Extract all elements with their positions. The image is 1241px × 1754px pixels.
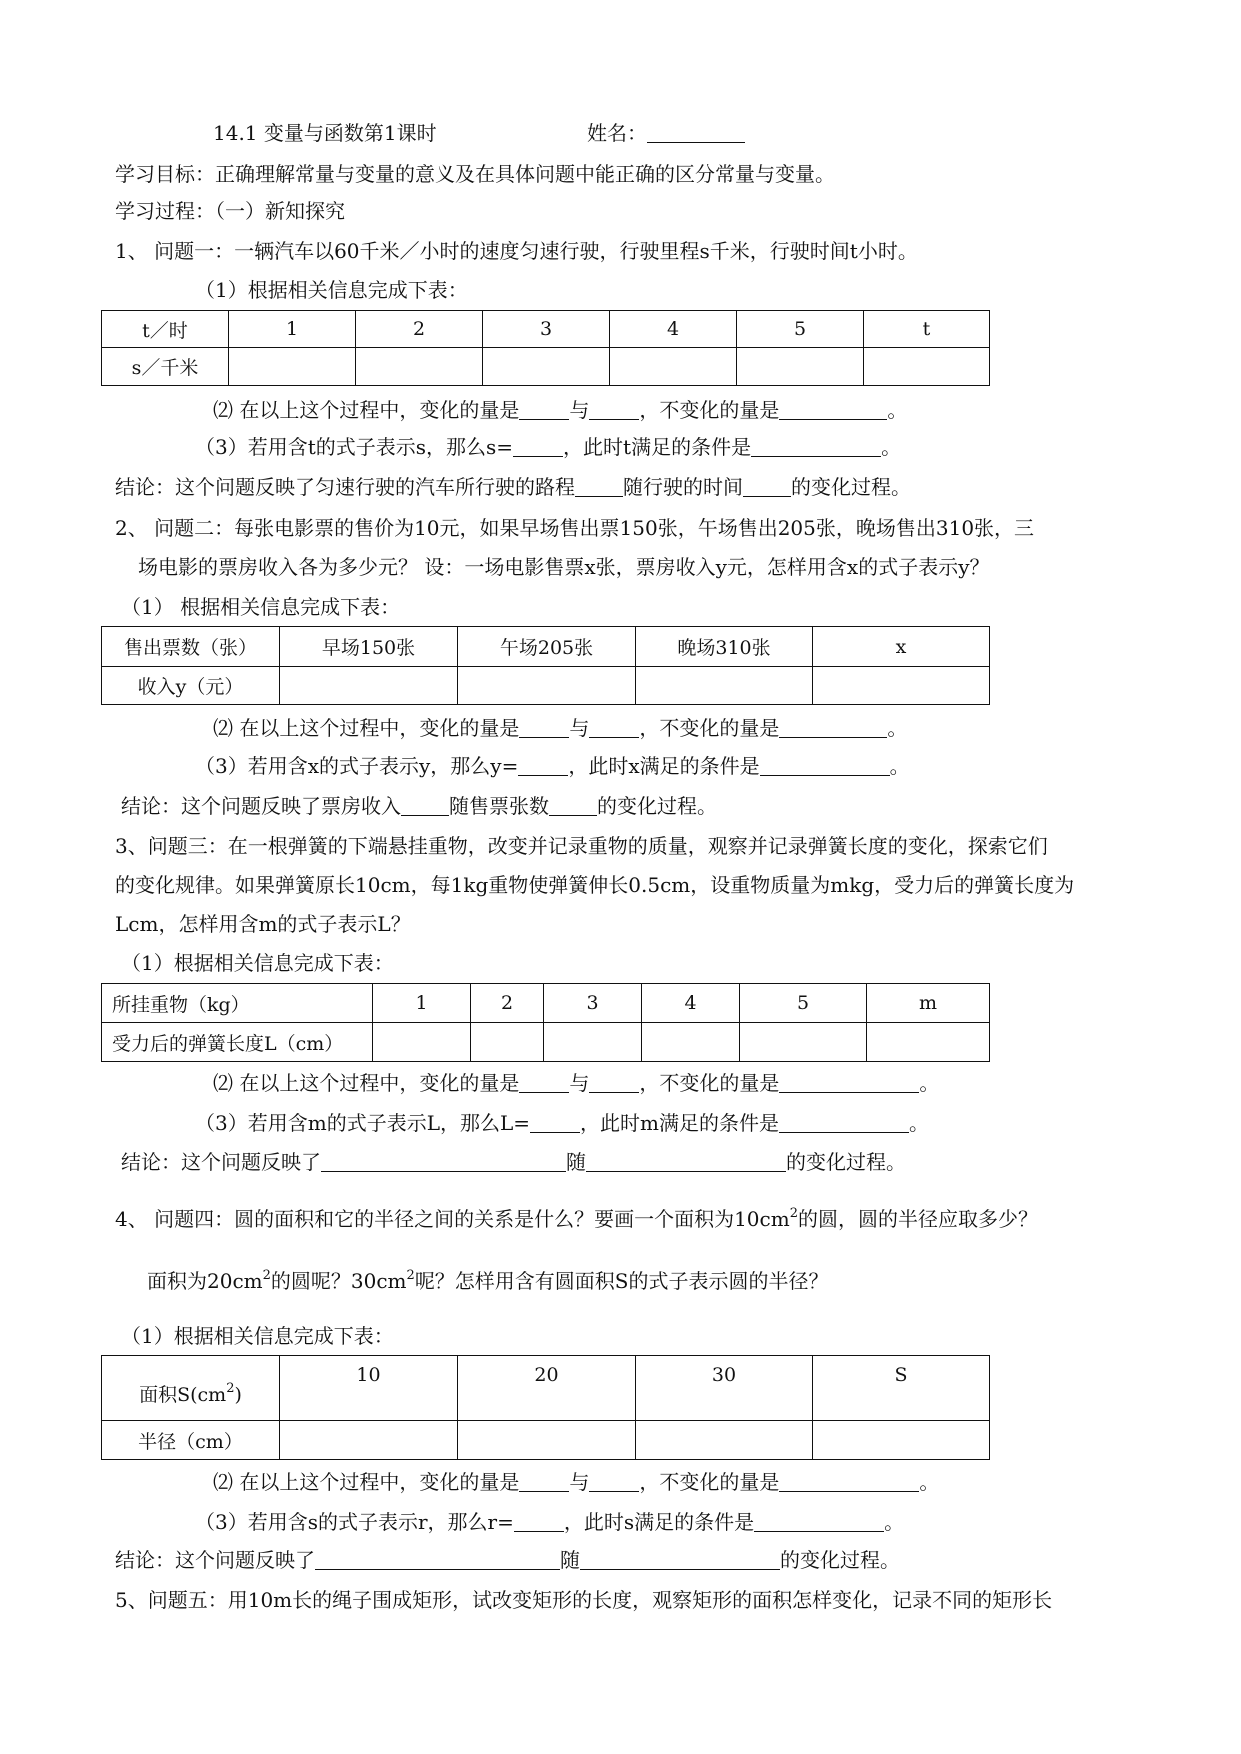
q3-header-cell: 2: [471, 984, 544, 1023]
q3-title-line1: 3、问题三：在一根弹簧的下端悬挂重物，改变并记录重物的质量，观察并记录弹簧长度的变化，探索它们: [115, 834, 1048, 858]
q1-sub2: ⑵ 在以上这个过程中，变化的量是 与 ，不变化的量是 。: [213, 398, 908, 422]
q1-header-cell: 5: [737, 311, 864, 348]
q2-header-cell: 晚场310张: [636, 627, 813, 667]
q1-header-cell: 2: [356, 311, 483, 348]
answer-blank[interactable]: [779, 1112, 909, 1133]
q3-conclusion: 结论：这个问题反映了 随 的变化过程。: [121, 1150, 906, 1174]
answer-blank[interactable]: [519, 399, 569, 420]
name-label: 姓名：: [587, 121, 647, 145]
q2-sub1: （1） 根据相关信息完成下表：: [121, 595, 401, 619]
answer-cell[interactable]: [483, 348, 610, 386]
answer-cell[interactable]: [373, 1023, 471, 1062]
answer-blank[interactable]: [754, 1511, 884, 1532]
q4-row-label: 半径（cm）: [102, 1421, 280, 1460]
q1-table: [101, 310, 990, 386]
q1-row-label: s／千米: [102, 348, 229, 386]
answer-blank[interactable]: [779, 1072, 919, 1093]
q1-header-cell: 1: [229, 311, 356, 348]
q4-header-cell: 面积$S(cm^2)$: [102, 1356, 280, 1421]
answer-blank[interactable]: [514, 1511, 564, 1532]
q2-title-line1: 2、 问题二：每张电影票的售价为10元，如果早场售出票150张，午场售出205张，晚场售出310张，三: [115, 516, 1035, 540]
answer-cell[interactable]: [642, 1023, 740, 1062]
q3-title-line3: Lcm，怎样用含m的式子表示L？: [115, 912, 411, 936]
answer-cell[interactable]: [458, 1421, 636, 1460]
q1-sub1: （1）根据相关信息完成下表：: [195, 278, 468, 302]
q2-table: [101, 626, 990, 705]
lesson-title: 14.1 变量与函数第1课时: [213, 121, 437, 145]
answer-blank[interactable]: [779, 399, 887, 420]
answer-blank[interactable]: [743, 476, 791, 497]
q3-table: [101, 983, 990, 1062]
answer-blank[interactable]: [549, 795, 597, 816]
answer-blank[interactable]: [518, 755, 568, 776]
answer-cell[interactable]: [229, 348, 356, 386]
q4-header-cell: 10: [280, 1356, 458, 1421]
learning-goal: 学习目标：正确理解常量与变量的意义及在具体问题中能正确的区分常量与变量。: [115, 162, 835, 186]
learning-process: 学习过程：（一）新知探究: [115, 199, 345, 223]
answer-cell[interactable]: [636, 1421, 813, 1460]
answer-cell[interactable]: [356, 348, 483, 386]
q1-conclusion: 结论：这个问题反映了匀速行驶的汽车所行驶的路程 随行驶的时间 的变化过程。: [115, 475, 911, 499]
answer-cell[interactable]: [280, 667, 458, 705]
answer-blank[interactable]: [321, 1151, 566, 1172]
answer-blank[interactable]: [589, 1072, 639, 1093]
q3-sub3: （3）若用含m的式子表示L，那么L= ，此时m满足的条件是 。: [195, 1111, 929, 1135]
q4-sub2: ⑵ 在以上这个过程中，变化的量是 与 ，不变化的量是 。: [213, 1470, 940, 1494]
answer-cell[interactable]: [636, 667, 813, 705]
answer-cell[interactable]: [610, 348, 737, 386]
answer-blank[interactable]: [519, 717, 569, 738]
answer-blank[interactable]: [589, 399, 639, 420]
answer-blank[interactable]: [513, 436, 563, 457]
q1-header-cell: 4: [610, 311, 737, 348]
q5-title: 5、问题五：用10m长的绳子围成矩形，试改变矩形的长度，观察矩形的面积怎样变化，记录不同的矩形长: [115, 1588, 1053, 1612]
answer-blank[interactable]: [519, 1072, 569, 1093]
q4-table: [101, 1355, 990, 1460]
q3-header-cell: m: [867, 984, 990, 1023]
answer-blank[interactable]: [589, 717, 639, 738]
q3-sub1: （1）根据相关信息完成下表：: [121, 951, 394, 975]
q3-header-cell: 3: [544, 984, 642, 1023]
q4-conclusion: 结论：这个问题反映了 随 的变化过程。: [115, 1548, 900, 1572]
q3-header-cell: 4: [642, 984, 740, 1023]
answer-blank[interactable]: [586, 1151, 786, 1172]
q2-header-cell: 午场205张: [458, 627, 636, 667]
q2-row-label: 收入y（元）: [102, 667, 280, 705]
q4-title-line1: 4、 问题四：圆的面积和它的半径之间的关系是什么？要画一个面积为$10cm^2$的圆，圆的半径应取多少？: [115, 1206, 1038, 1231]
answer-blank[interactable]: [760, 755, 890, 776]
q3-sub2: ⑵ 在以上这个过程中，变化的量是 与 ，不变化的量是 。: [213, 1071, 940, 1095]
answer-blank[interactable]: [315, 1549, 560, 1570]
answer-cell[interactable]: [471, 1023, 544, 1062]
answer-blank[interactable]: [401, 795, 449, 816]
answer-blank[interactable]: [589, 1471, 639, 1492]
q2-sub2: ⑵ 在以上这个过程中，变化的量是 与 ，不变化的量是 。: [213, 716, 908, 740]
q2-header-cell: x: [813, 627, 990, 667]
answer-cell[interactable]: [813, 667, 990, 705]
q4-header-cell: 20: [458, 1356, 636, 1421]
answer-cell[interactable]: [280, 1421, 458, 1460]
q4-sub3: （3）若用含s的式子表示r，那么r= ，此时s满足的条件是 。: [195, 1510, 905, 1534]
answer-cell[interactable]: [458, 667, 636, 705]
answer-blank[interactable]: [779, 1471, 919, 1492]
answer-blank[interactable]: [751, 436, 881, 457]
answer-cell[interactable]: [737, 348, 864, 386]
q1-title: 1、 问题一：一辆汽车以60千米／小时的速度匀速行驶，行驶里程s千米，行驶时间t小时。: [115, 239, 918, 263]
q2-sub3: （3）若用含x的式子表示y，那么y= ，此时x满足的条件是 。: [195, 754, 910, 778]
q2-header-cell: 早场150张: [280, 627, 458, 667]
answer-cell[interactable]: [813, 1421, 990, 1460]
q2-title-line2: 场电影的票房收入各为多少元？ 设：一场电影售票x张，票房收入y元，怎样用含x的式子表示y？: [138, 555, 990, 579]
q2-conclusion: 结论：这个问题反映了票房收入 随售票张数 的变化过程。: [121, 794, 717, 818]
answer-cell[interactable]: [544, 1023, 642, 1062]
q2-header-cell: 售出票数（张）: [102, 627, 280, 667]
answer-cell[interactable]: [740, 1023, 867, 1062]
q3-header-cell: 5: [740, 984, 867, 1023]
answer-blank[interactable]: [779, 717, 887, 738]
answer-blank[interactable]: [519, 1471, 569, 1492]
answer-cell[interactable]: [867, 1023, 990, 1062]
q4-header-cell: 30: [636, 1356, 813, 1421]
answer-blank[interactable]: [530, 1112, 580, 1133]
answer-cell[interactable]: [864, 348, 990, 386]
q1-header-cell: t: [864, 311, 990, 348]
name-field[interactable]: [587, 120, 745, 146]
q4-title-line2: 面积为$20cm^2$的圆呢？$30cm^2$呢？怎样用含有圆面积S的式子表示圆的半径？: [147, 1268, 829, 1293]
q3-header-cell: 1: [373, 984, 471, 1023]
q1-sub3: （3）若用含t的式子表示s，那么s= ，此时t满足的条件是 。: [195, 435, 902, 459]
q3-header-cell: 所挂重物（kg）: [102, 984, 373, 1023]
q3-title-line2: 的变化规律。如果弹簧原长10cm，每1kg重物使弹簧伸长0.5cm，设重物质量为mkg，受力后的弹簧长度为: [115, 873, 1075, 897]
q3-row-label: 受力后的弹簧长度L（cm）: [102, 1023, 373, 1062]
q4-sub1: （1）根据相关信息完成下表：: [121, 1324, 394, 1348]
q1-header-cell: 3: [483, 311, 610, 348]
answer-blank[interactable]: [580, 1549, 780, 1570]
answer-blank[interactable]: [575, 476, 623, 497]
q4-header-cell: S: [813, 1356, 990, 1421]
q1-header-cell: t／时: [102, 311, 229, 348]
